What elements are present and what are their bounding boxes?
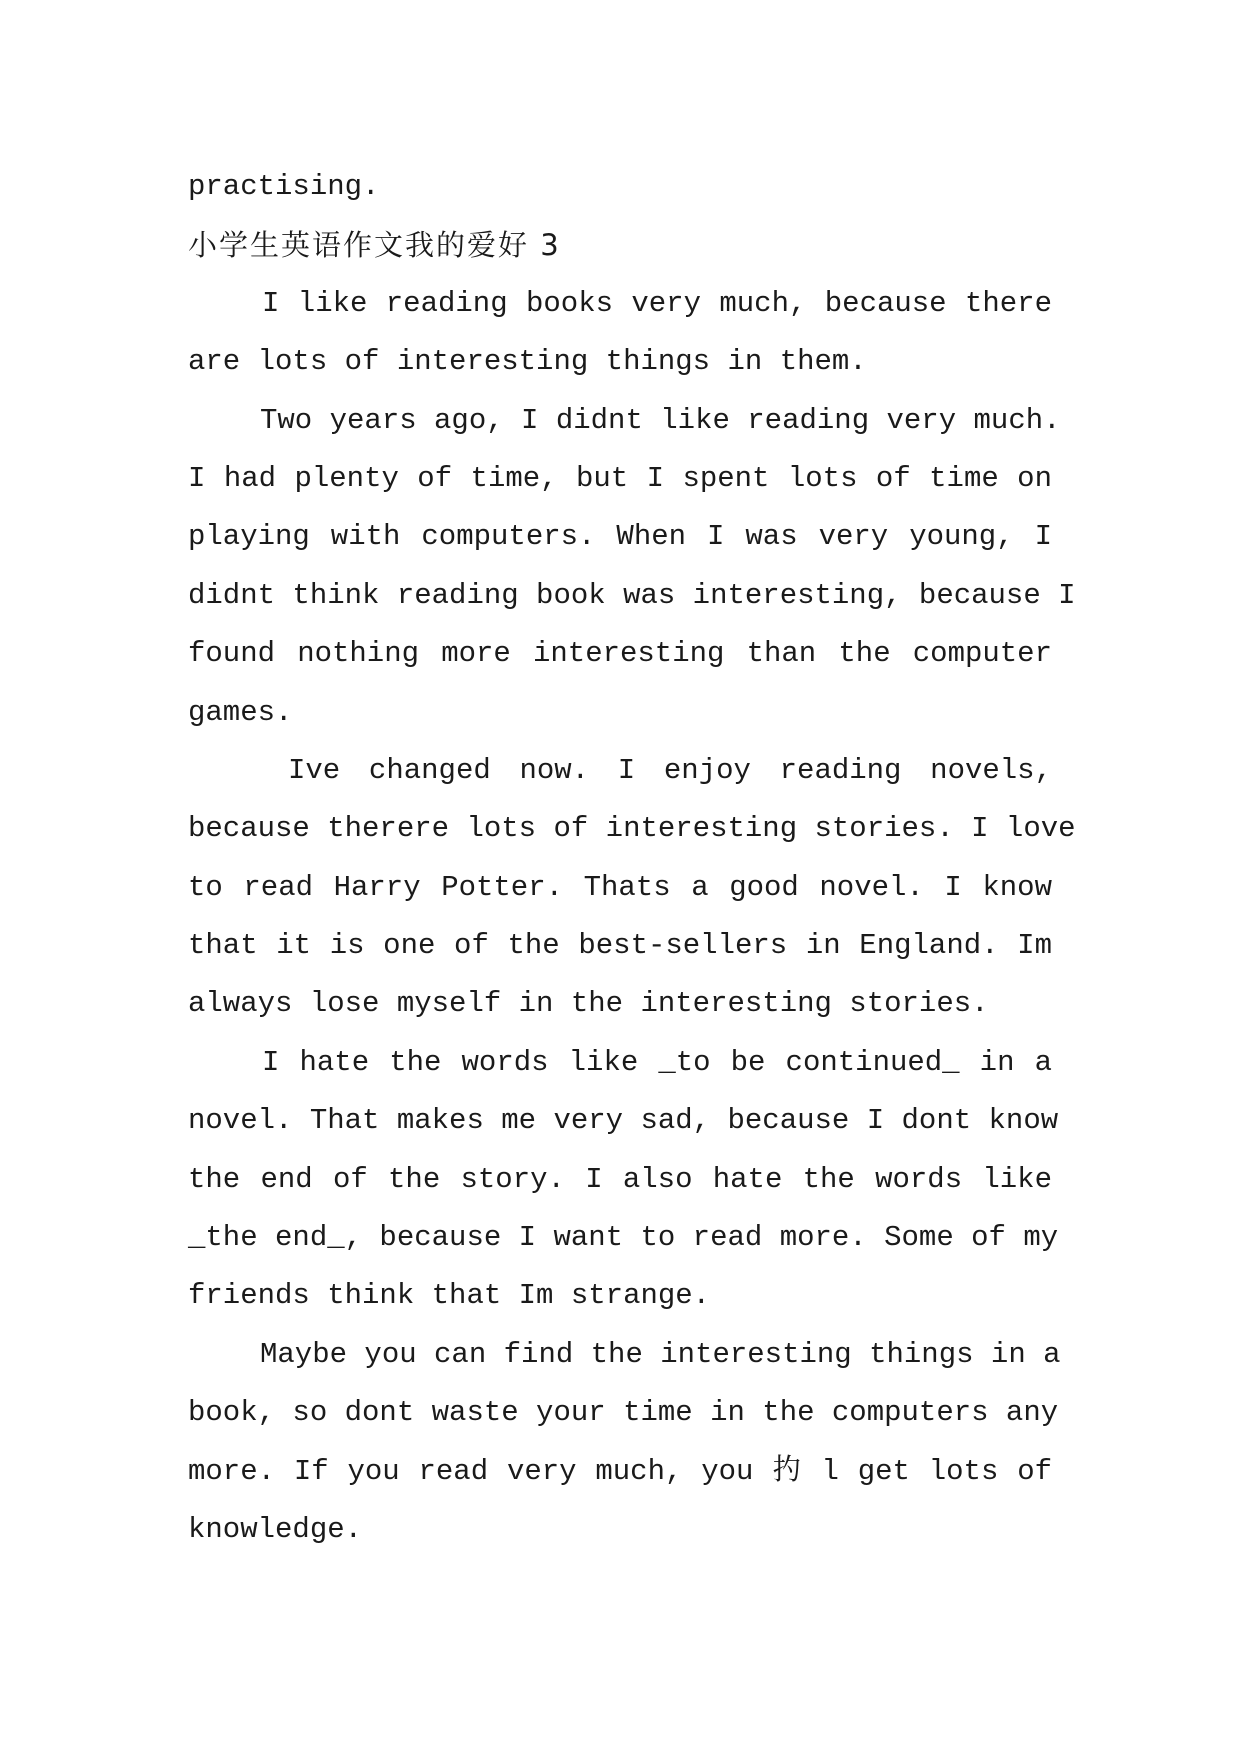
text-line: knowledge. xyxy=(188,1512,363,1546)
text-line: games. xyxy=(188,695,293,729)
text-line: always lose myself in the interesting stories. xyxy=(188,987,989,1021)
section-heading: 小学生英语作文我的爱好 3 xyxy=(188,228,561,263)
text-line: I hate the words like _to be continued_ in a xyxy=(262,1045,1052,1079)
text-line: playing with computers. When I was very young, I xyxy=(188,520,1052,554)
text-line: that it is one of the best-sellers in England. Im xyxy=(188,929,1052,963)
text-line: the end of the story. I also hate the words like xyxy=(188,1162,1052,1196)
text-line: are lots of interesting things in them. xyxy=(188,345,867,379)
text-line: practising. xyxy=(188,170,380,203)
document-page xyxy=(188,158,1076,1559)
text-line: Maybe you can find the interesting things in a xyxy=(260,1337,1061,1371)
text-line: Ive changed now. I enjoy reading novels, xyxy=(288,753,1052,787)
text-line: found nothing more interesting than the computer xyxy=(188,637,1052,671)
text-line: book, so dont waste your time in the computers any xyxy=(188,1396,1059,1430)
text-line: friends think that Im strange. xyxy=(188,1279,711,1313)
text-line: didnt think reading book was interesting, because I xyxy=(188,578,1076,612)
text-line: _the end_, because I want to read more. Some of my xyxy=(188,1221,1059,1255)
text-line: Two years ago, I didnt like reading very much. xyxy=(260,403,1061,437)
text-line: I like reading books very much, because there xyxy=(262,286,1052,320)
text-line: novel. That makes me very sad, because I dont know xyxy=(188,1104,1059,1138)
text-line: more. If you read very much, you 扚 l get lots of xyxy=(188,1454,1052,1488)
text-line: I had plenty of time, but I spent lots of time on xyxy=(188,461,1052,495)
text-line: to read Harry Potter. Thats a good novel. I know xyxy=(188,870,1052,904)
text-line: because therere lots of interesting stories. I love xyxy=(188,812,1076,846)
